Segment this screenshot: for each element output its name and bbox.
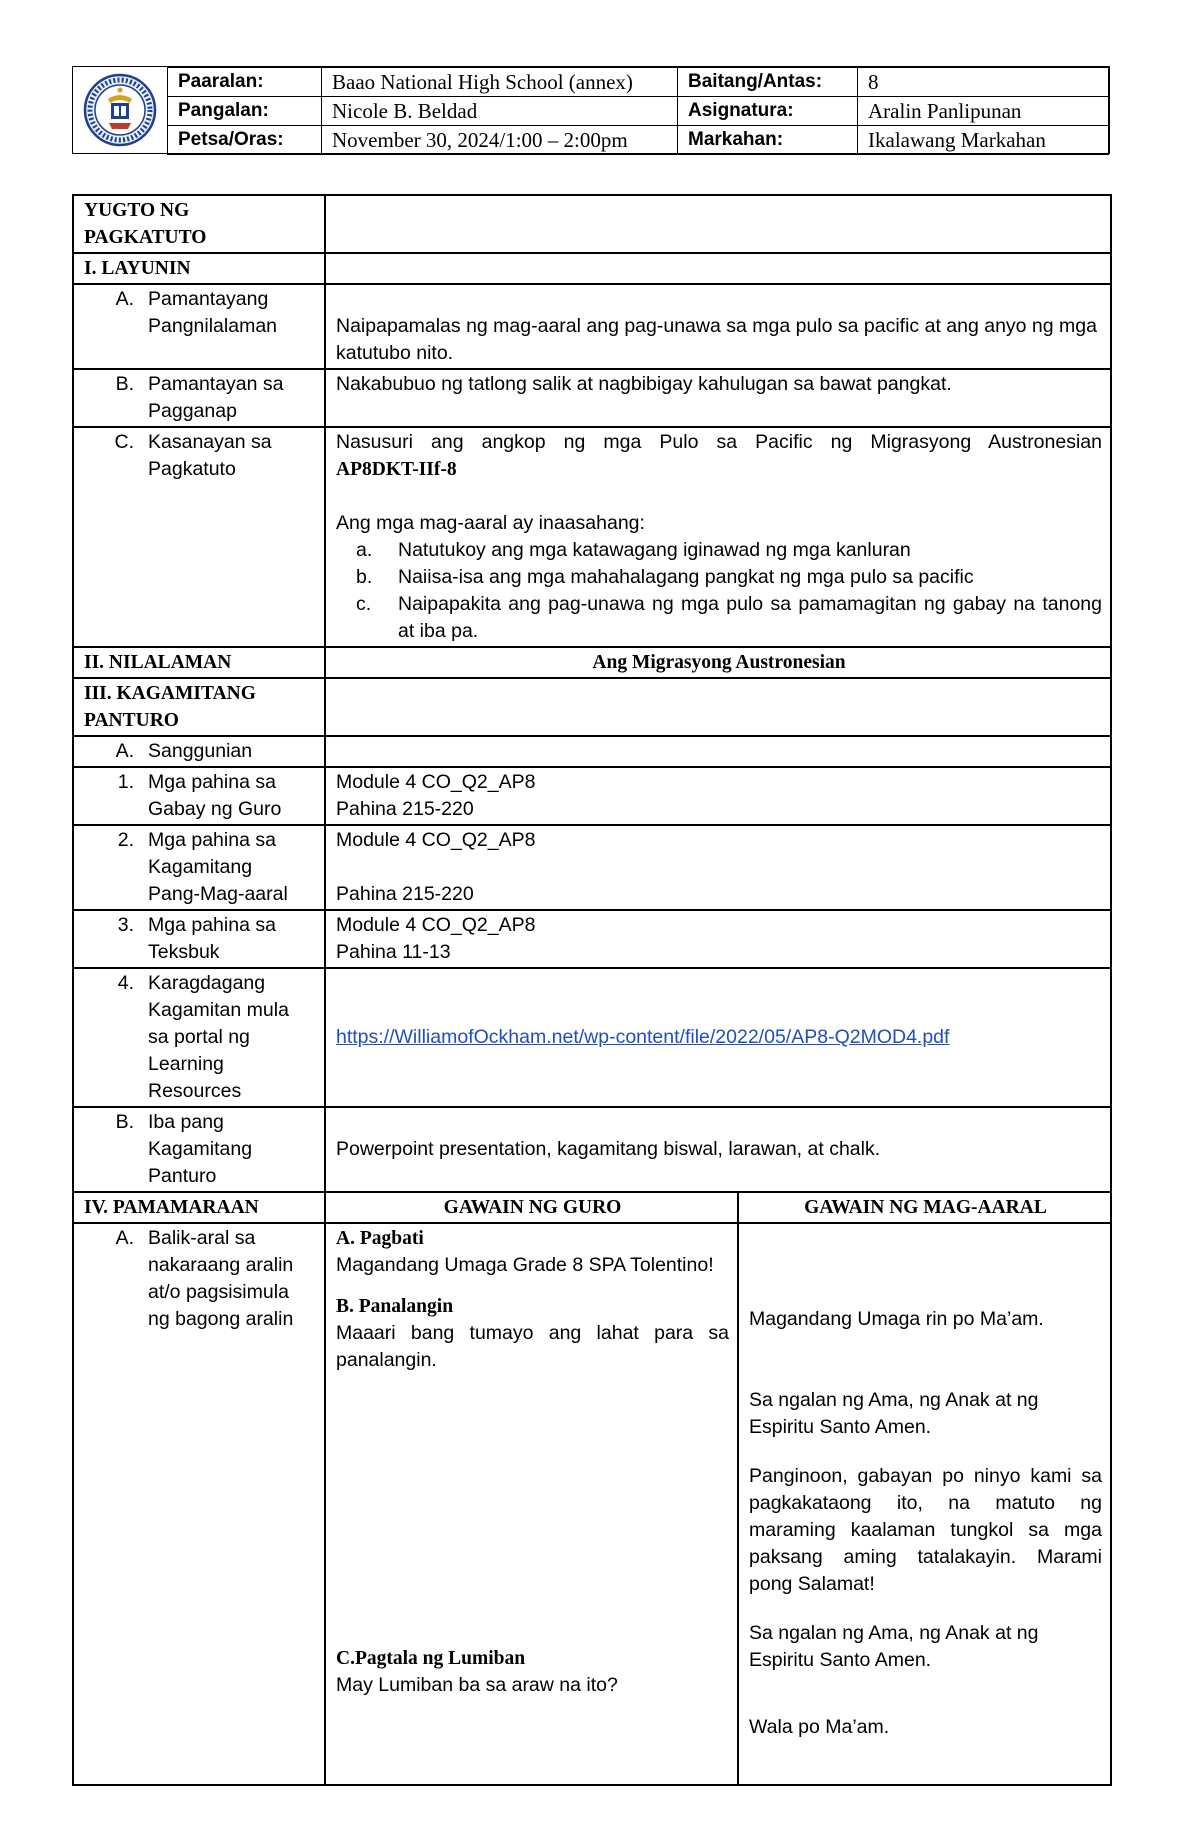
- student-response: Magandang Umaga rin po Ma’am.: [749, 1308, 1044, 1330]
- row-label-line: Pamantayang: [148, 288, 269, 310]
- table-row: [73, 195, 1111, 253]
- row-label-line: Kagamitan mula: [148, 999, 289, 1021]
- pagbati-text: Magandang Umaga Grade 8 SPA Tolentino!: [336, 1254, 714, 1276]
- empty-cell: [325, 253, 1111, 284]
- table-row: [73, 968, 1111, 1107]
- item-number: B.: [115, 1111, 134, 1133]
- row-label-line: Mga pahina sa: [148, 771, 276, 793]
- item-number: A.: [115, 740, 134, 762]
- lumiban-title: C.Pagtala ng Lumiban: [336, 1648, 526, 1669]
- yugto-heading-line: YUGTO NG: [84, 200, 190, 221]
- yugto-heading: [73, 195, 325, 253]
- student-response: Wala po Ma’am.: [749, 1716, 890, 1738]
- table-row: [73, 253, 1111, 284]
- pangalan-value: Nicole B. Beldad: [322, 97, 678, 126]
- objective-text: Natutukoy ang mga katawagang iginawad ng mga kanluran: [398, 539, 911, 561]
- panalangin-title: B. Panalangin: [336, 1296, 454, 1317]
- objective-item: [336, 564, 1102, 591]
- row-label: [73, 1223, 325, 1785]
- table-row: [73, 910, 1111, 968]
- row-label: [73, 910, 325, 968]
- row-label-line: Pang-Mag-aaral: [148, 883, 288, 905]
- paaralan-value: Baao National High School (annex): [322, 68, 678, 97]
- student-prayer: Panginoon, gabayan po ninyo kami sa pagkakataong ito, na matuto ng maraming kaalaman tungkol sa mga paksang aming tatalakayin. Marami pong Salamat!: [749, 1465, 1102, 1595]
- objectives-list: [336, 537, 1102, 645]
- pamantayan-sa-pagganap-text: Nakabubuo ng tatlong salik at nagbibigay kahulugan sa bawat pangkat.: [325, 369, 1111, 427]
- row-label: [73, 369, 325, 427]
- markahan-label: Markahan:: [678, 126, 858, 155]
- row-label: [73, 284, 325, 369]
- row-content: [325, 825, 1111, 910]
- nilalaman-heading: II. NILALAMAN: [73, 647, 325, 678]
- row-label-line: Kagamitang: [148, 856, 253, 878]
- item-number: C.: [114, 431, 134, 453]
- layunin-heading: I. LAYUNIN: [73, 253, 325, 284]
- paaralan-label: Paaralan:: [168, 68, 322, 97]
- table-row: [73, 1107, 1111, 1192]
- item-number: 2.: [117, 829, 134, 851]
- page-ref: Pahina 215-220: [336, 798, 474, 820]
- row-label-line: Iba pang: [148, 1111, 224, 1133]
- row-label: [73, 427, 325, 647]
- row-content: [325, 968, 1111, 1107]
- nilalaman-topic: Ang Migrasyong Austronesian: [325, 647, 1111, 678]
- objective-letter: a.: [356, 539, 373, 561]
- row-label-line: Karagdagang: [148, 972, 266, 994]
- competency-code: AP8DKT-IIf-8: [336, 459, 457, 480]
- table-row: [73, 1223, 1111, 1785]
- panalangin-text: Maaari bang tumayo ang lahat para sa panalangin.: [336, 1322, 729, 1371]
- module-ref: Module 4 CO_Q2_AP8: [336, 914, 536, 936]
- module-ref: Module 4 CO_Q2_AP8: [336, 771, 536, 793]
- table-row: [73, 284, 1111, 369]
- objective-text: Naiisa-isa ang mga mahahalagang pangkat ng mga pulo sa pacific: [398, 566, 974, 588]
- item-number: 3.: [117, 914, 134, 936]
- table-row: [73, 678, 1111, 736]
- student-response: Sa ngalan ng Ama, ng Anak at ng Espiritu Santo Amen.: [749, 1389, 1039, 1438]
- asignatura-value: Aralin Panlipunan: [858, 97, 1109, 126]
- petsa-label: Petsa/Oras:: [168, 126, 322, 155]
- kagamitan-heading: [73, 678, 325, 736]
- empty-cell: [325, 678, 1111, 736]
- student-response: Sa ngalan ng Ama, ng Anak at ng Espiritu Santo Amen.: [749, 1622, 1039, 1671]
- row-label-line: Pagganap: [148, 400, 237, 422]
- table-row: [73, 767, 1111, 825]
- magaaral-activities: [738, 1223, 1111, 1785]
- petsa-value: November 30, 2024/1:00 – 2:00pm: [322, 126, 678, 155]
- row-label-line: Balik-aral sa: [148, 1227, 256, 1249]
- lumiban-text: May Lumiban ba sa araw na ito?: [336, 1674, 618, 1696]
- empty-cell: [325, 195, 1111, 253]
- objective-text: Naipapakita ang pag-unawa ng mga pulo sa pamamagitan ng gabay na tanong at iba pa.: [398, 593, 1102, 642]
- item-number: 4.: [117, 972, 134, 994]
- row-label: [73, 1107, 325, 1192]
- iba-pang-kagamitan-text: Powerpoint presentation, kagamitang biswal, larawan, at chalk.: [336, 1138, 881, 1160]
- markahan-value: Ikalawang Markahan: [858, 126, 1109, 155]
- row-label: [73, 825, 325, 910]
- table-row: [73, 736, 1111, 767]
- kagamitan-heading-line: PANTURO: [84, 710, 179, 731]
- row-label-line: Resources: [148, 1080, 242, 1102]
- kasanayan-text: Nasusuri ang angkop ng mga Pulo sa Pacific ng Migrasyong Austronesian: [336, 431, 1102, 453]
- item-number: B.: [115, 373, 134, 395]
- item-number: 1.: [117, 771, 134, 793]
- row-label-line: sa portal ng: [148, 1026, 250, 1048]
- header-info-table: [167, 67, 1109, 155]
- table-row: [73, 1192, 1111, 1223]
- row-label-line: nakaraang aralin: [148, 1254, 294, 1276]
- row-content: [325, 427, 1111, 647]
- row-label-line: Mga pahina sa: [148, 829, 276, 851]
- objective-letter: b.: [356, 566, 373, 588]
- item-number: A.: [115, 1227, 134, 1249]
- table-row: [73, 825, 1111, 910]
- row-label-line: Mga pahina sa: [148, 914, 276, 936]
- lesson-plan-table: [72, 194, 1112, 1786]
- kagamitan-heading-line: III. KAGAMITANG: [84, 683, 256, 704]
- baitang-value: 8: [858, 68, 1109, 97]
- row-label-line: Teksbuk: [148, 941, 220, 963]
- row-label-line: Panturo: [148, 1165, 217, 1187]
- row-content: [325, 767, 1111, 825]
- baitang-label: Baitang/Antas:: [678, 68, 858, 97]
- yugto-heading-line: PAGKATUTO: [84, 227, 207, 248]
- objective-item: [336, 537, 1102, 564]
- row-label-line: Kasanayan sa: [148, 431, 272, 453]
- gawain-guro-heading: GAWAIN NG GURO: [325, 1192, 738, 1223]
- row-label-line: ng bagong aralin: [148, 1308, 294, 1330]
- table-row: [73, 647, 1111, 678]
- pamamaraan-heading: IV. PAMAMARAAN: [73, 1192, 325, 1223]
- table-row: [73, 427, 1111, 647]
- row-label-line: Pagkatuto: [148, 458, 236, 480]
- item-number: A.: [115, 288, 134, 310]
- objective-item: [336, 591, 1102, 645]
- pamantayang-pangnilalaman-text: Naipapamalas ng mag-aaral ang pag-unawa sa mga pulo sa pacific at ang anyo ng mga katutubo nito.: [336, 315, 1097, 364]
- row-label-line: Gabay ng Guro: [148, 798, 282, 820]
- row-content: [325, 1107, 1111, 1192]
- row-label: [73, 968, 325, 1107]
- table-row: [73, 369, 1111, 427]
- row-label: [73, 736, 325, 767]
- row-label: [73, 767, 325, 825]
- page-ref: Pahina 11-13: [336, 941, 451, 963]
- asignatura-label: Asignatura:: [678, 97, 858, 126]
- deped-seal-logo: [81, 73, 159, 147]
- module-ref: Module 4 CO_Q2_AP8: [336, 829, 536, 851]
- objectives-intro: Ang mga mag-aaral ay inaasahang:: [336, 512, 645, 534]
- pagbati-title: A. Pagbati: [336, 1228, 424, 1249]
- row-label-line: Pamantayan sa: [148, 373, 284, 395]
- learning-resource-link[interactable]: https://WilliamofOckham.net/wp-content/file/2022/05/AP8-Q2MOD4.pdf: [336, 1026, 950, 1048]
- objective-letter: c.: [356, 593, 372, 615]
- row-label-line: at/o pagsisimula: [148, 1281, 289, 1303]
- row-label-line: Kagamitang: [148, 1138, 253, 1160]
- row-label-line: Learning: [148, 1053, 224, 1075]
- guro-activities: [325, 1223, 738, 1785]
- pangalan-label: Pangalan:: [168, 97, 322, 126]
- row-label-line: Pangnilalaman: [148, 315, 278, 337]
- row-content: [325, 910, 1111, 968]
- row-content: [325, 284, 1111, 369]
- gawain-magaaral-heading: GAWAIN NG MAG-AARAL: [738, 1192, 1111, 1223]
- empty-cell: [325, 736, 1111, 767]
- logo-cell: [73, 67, 168, 152]
- row-label-line: Sanggunian: [148, 740, 253, 762]
- header-block: [72, 66, 1110, 154]
- page-ref: Pahina 215-220: [336, 883, 474, 905]
